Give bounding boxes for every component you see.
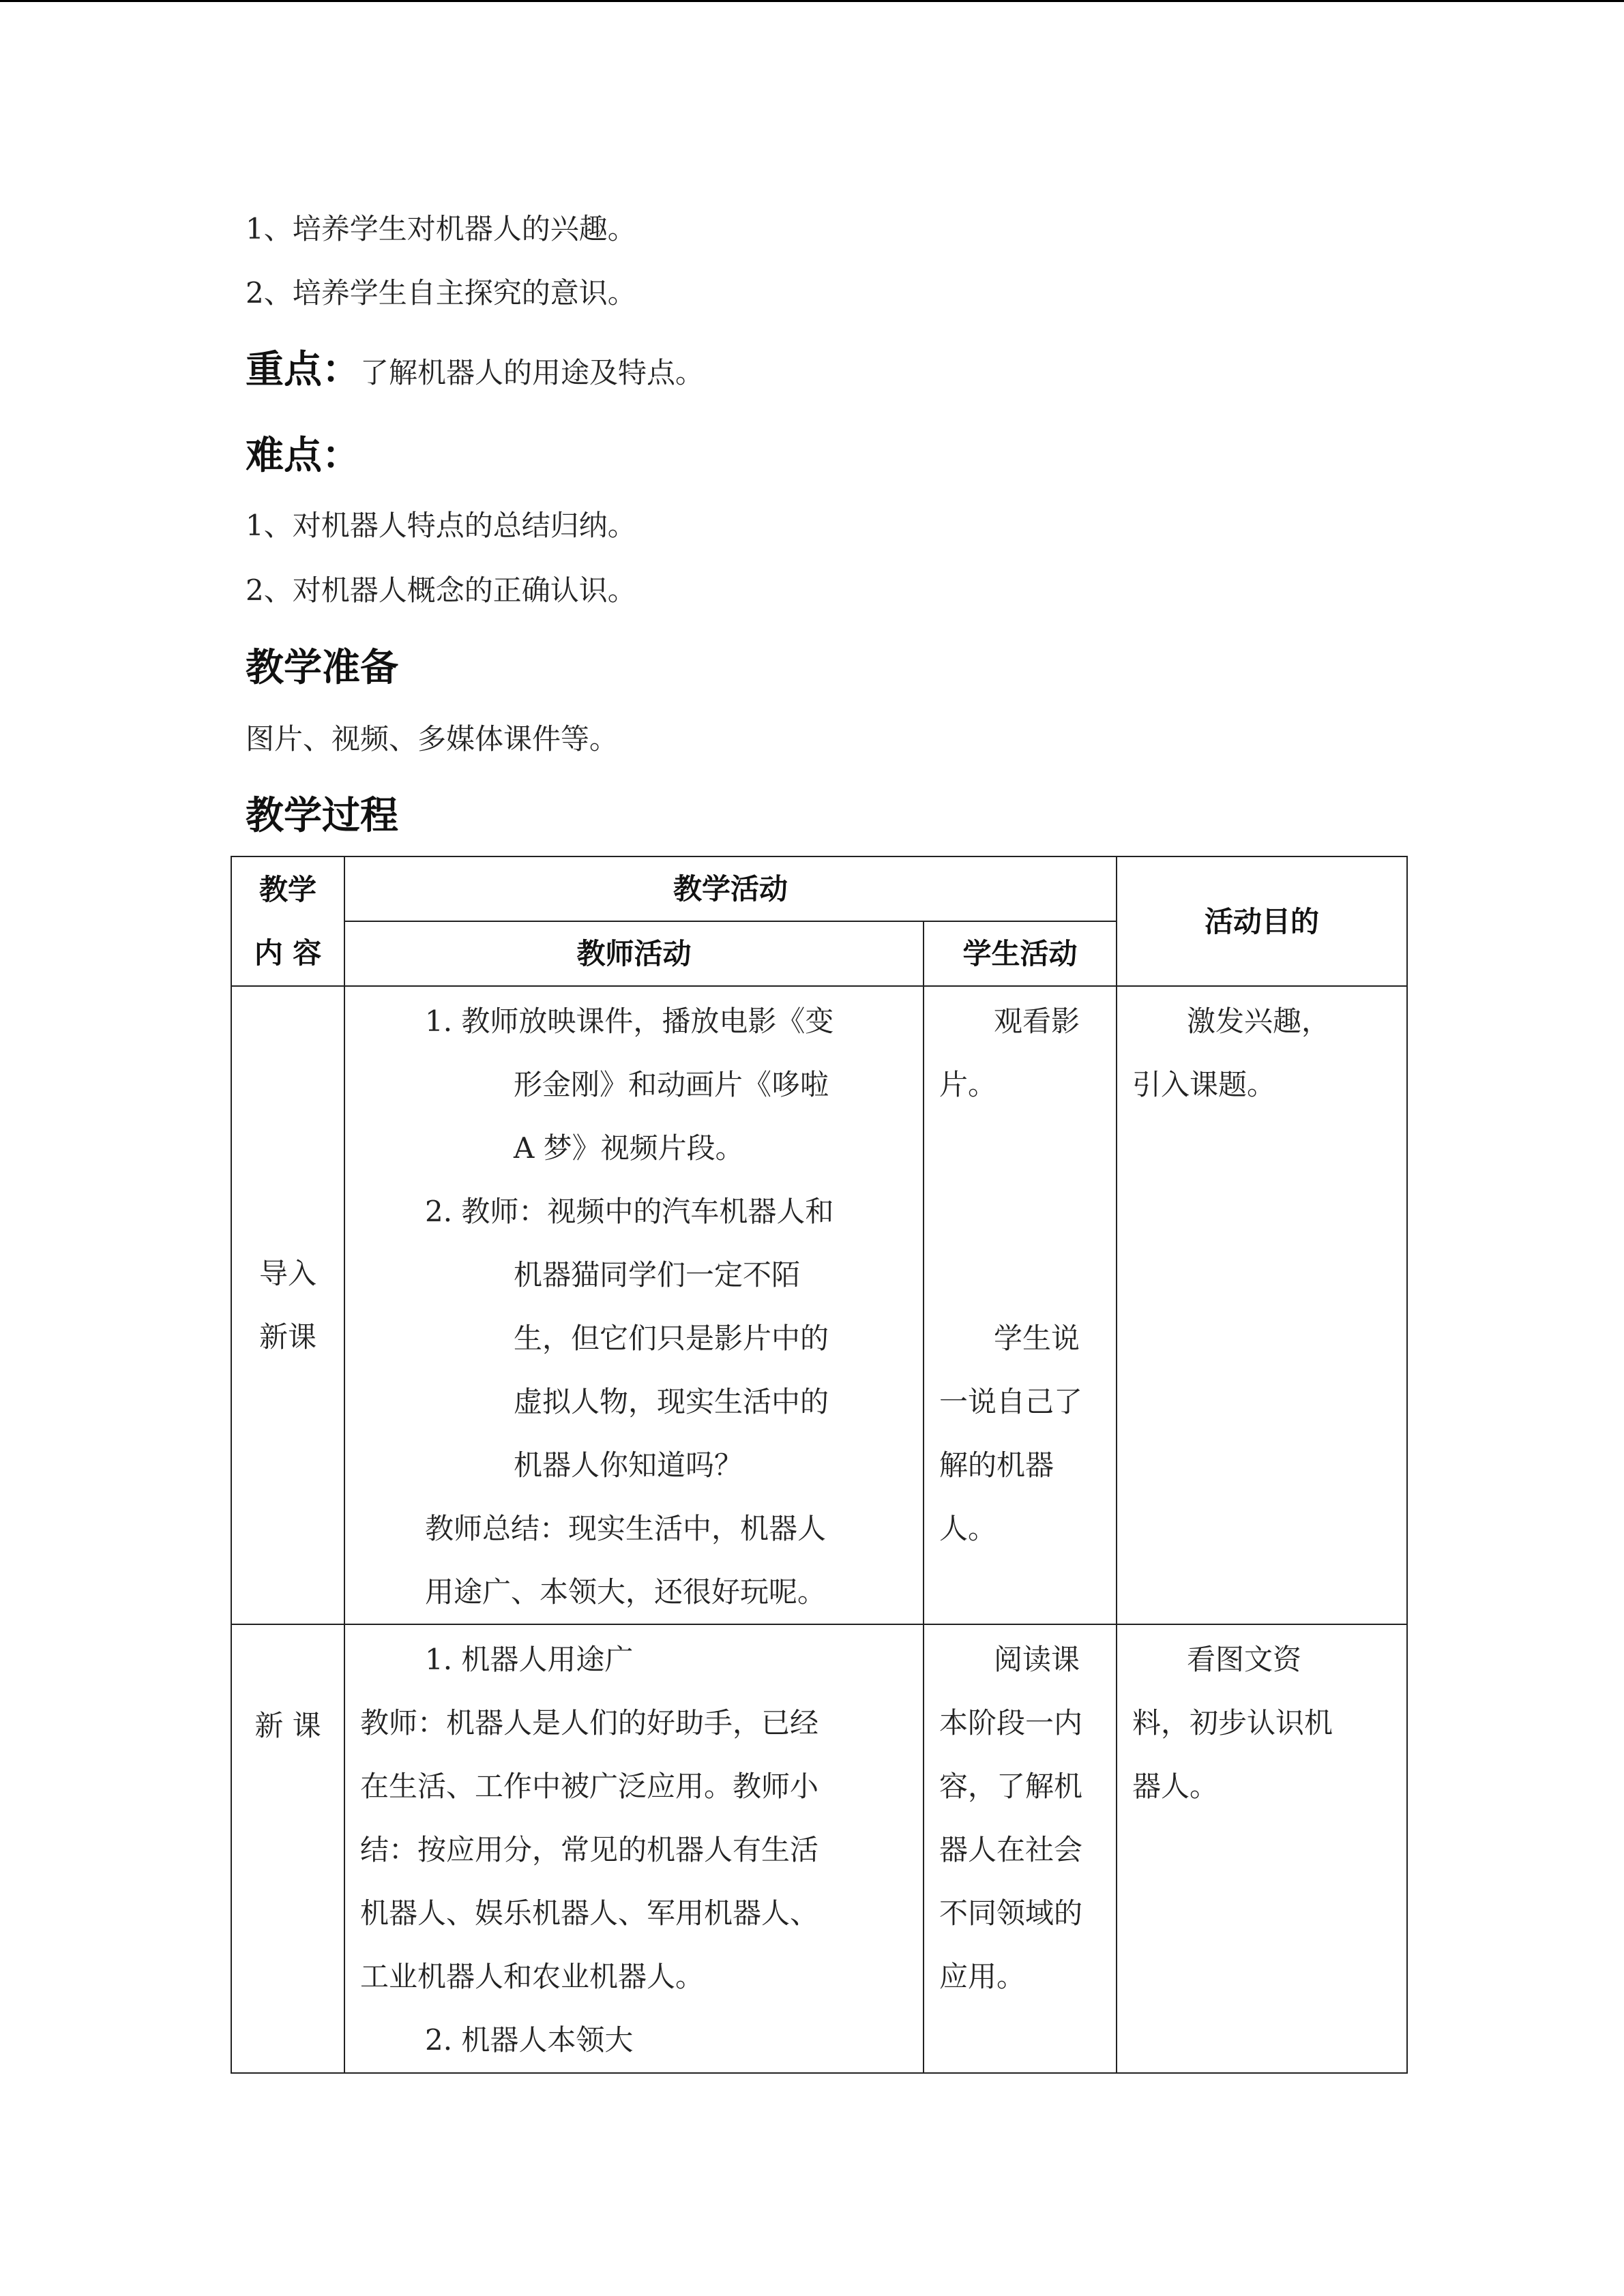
table-row-intro (231, 986, 1407, 1624)
new-lesson-category (231, 1624, 344, 2073)
new-lesson-student-activity (924, 1624, 1117, 2073)
goal-item-1: 1、培养学生对机器人的兴趣。 (246, 212, 636, 245)
new-lesson-teacher-line: 2. 机器人本领大 (425, 2023, 634, 2057)
new-lesson-teacher-line: 结：按应用分，常见的机器人有生活 (360, 1833, 819, 1866)
activities-header: 教学活动 (344, 856, 1117, 921)
intro-teacher-line: A 梦》视频片段。 (514, 1131, 744, 1165)
new-lesson-category-label: 新 课 (254, 1709, 321, 1742)
key-point (246, 346, 704, 397)
difficulty-item-2: 2、对机器人概念的正确认识。 (246, 573, 636, 607)
new-lesson-student-line: 不同领域的 (939, 1896, 1083, 1930)
intro-category-line2: 新课 (259, 1320, 316, 1354)
table-header-row (231, 856, 1407, 921)
intro-teacher-line: 生，但它们只是影片中的 (514, 1322, 829, 1355)
intro-purpose-line: 激发兴趣， (1187, 1004, 1331, 1038)
intro-student-activity (924, 986, 1117, 1624)
content-header-line2: 内 容 (254, 936, 322, 970)
intro-teacher-activity (344, 986, 924, 1624)
preparation-heading: 教学准备 (246, 646, 398, 690)
new-lesson-teacher-activity (344, 1624, 924, 2073)
new-lesson-student-line: 阅读课 (994, 1643, 1080, 1676)
intro-category (231, 986, 344, 1624)
new-lesson-purpose (1117, 1624, 1407, 2073)
difficulty-heading: 难点： (246, 434, 360, 478)
intro-student-spacer (939, 1116, 1101, 1180)
intro-purpose (1117, 986, 1407, 1624)
page-top-border (0, 0, 1624, 2)
preparation-text: 图片、视频、多媒体课件等。 (246, 722, 619, 756)
intro-teacher-line: 教师总结：现实生活中，机器人 (425, 1512, 827, 1545)
intro-category-line1: 导入 (259, 1257, 316, 1290)
new-lesson-student-line: 器人在社会 (939, 1833, 1083, 1866)
intro-teacher-line: 1. 教师放映课件，播放电影《变 (425, 1004, 834, 1038)
intro-teacher-line: 形金刚》和动画片《哆啦 (514, 1068, 829, 1101)
intro-student-line: 人。 (939, 1512, 997, 1545)
new-lesson-teacher-line: 工业机器人和农业机器人。 (360, 1960, 705, 1993)
new-lesson-purpose-line: 器人。 (1132, 1770, 1219, 1803)
new-lesson-purpose-line: 料，初步认识机 (1132, 1706, 1333, 1740)
new-lesson-category-spacer (247, 1630, 329, 1694)
new-lesson-teacher-line: 教师：机器人是人们的好助手，已经 (360, 1706, 819, 1740)
intro-student-spacer (939, 1180, 1101, 1243)
intro-purpose-line: 引入课题。 (1132, 1068, 1276, 1101)
new-lesson-teacher-line: 机器人、娱乐机器人、军用机器人、 (360, 1896, 819, 1930)
intro-student-line: 一说自己了 (939, 1385, 1083, 1418)
process-heading: 教学过程 (246, 794, 398, 838)
teacher-header: 教师活动 (344, 921, 924, 986)
key-point-label: 重点： (246, 348, 360, 392)
lesson-table (231, 856, 1408, 2074)
new-lesson-student-line: 应用。 (939, 1960, 1026, 1993)
intro-student-line: 解的机器 (939, 1448, 1054, 1482)
intro-student-line: 片。 (939, 1068, 997, 1101)
content-header (231, 856, 344, 986)
new-lesson-student-line: 本阶段一内 (939, 1706, 1083, 1740)
intro-teacher-line: 机器人你知道吗？ (514, 1448, 743, 1482)
key-point-text: 了解机器人的用途及特点。 (360, 356, 705, 389)
intro-teacher-line: 用途广、本领大，还很好玩呢。 (425, 1575, 827, 1609)
purpose-header: 活动目的 (1117, 856, 1407, 986)
intro-teacher-line: 2. 教师：视频中的汽车机器人和 (425, 1195, 834, 1228)
intro-teacher-line: 虚拟人物，现实生活中的 (514, 1385, 829, 1418)
new-lesson-teacher-line: 1. 机器人用途广 (425, 1643, 634, 1676)
new-lesson-purpose-line: 看图文资 (1187, 1643, 1302, 1676)
student-header: 学生活动 (924, 921, 1117, 986)
new-lesson-teacher-line: 在生活、工作中被广泛应用。教师小 (360, 1770, 819, 1803)
intro-teacher-line: 机器猫同学们一定不陌 (514, 1258, 801, 1292)
intro-student-line: 学生说 (994, 1322, 1080, 1355)
table-row-new-lesson (231, 1624, 1407, 2073)
goal-item-2: 2、培养学生自主探究的意识。 (246, 276, 636, 310)
intro-student-line: 观看影 (994, 1004, 1080, 1038)
new-lesson-student-line: 容，了解机 (939, 1770, 1083, 1803)
difficulty-item-1: 1、对机器人特点的总结归纳。 (246, 509, 636, 542)
content-header-line1: 教学 (259, 873, 316, 906)
intro-student-spacer (939, 1243, 1101, 1307)
